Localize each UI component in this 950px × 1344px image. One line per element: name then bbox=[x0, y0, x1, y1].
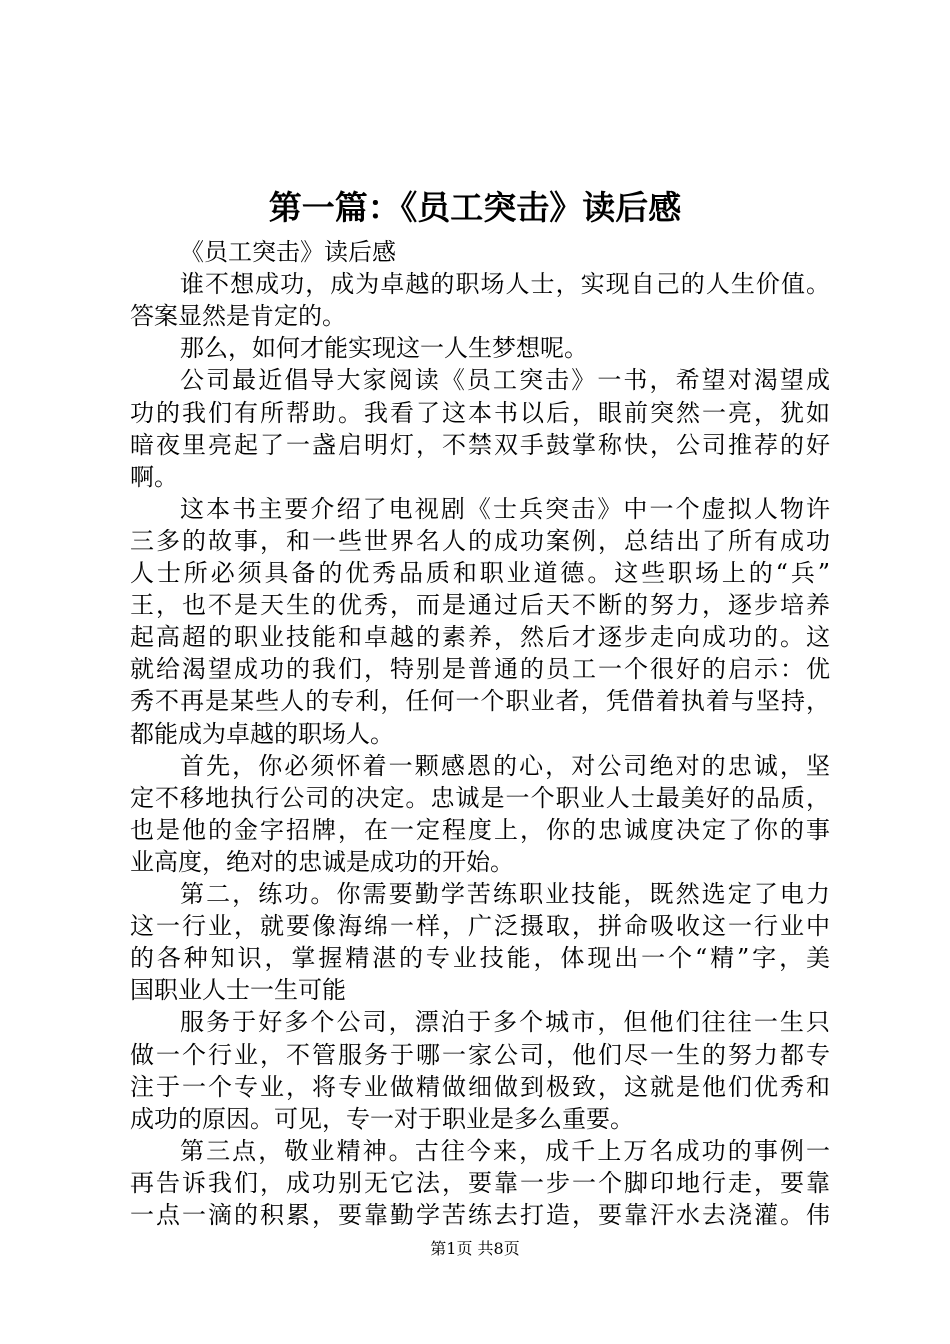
text-line: 这一行业，就要像海绵一样，广泛摄取，拼命吸收这一行业中 bbox=[130, 912, 830, 941]
text-line: 定不移地执行公司的决定。忠诚是一个职业人士最美好的品质， bbox=[130, 783, 830, 812]
text-line: 答案显然是肯定的。 bbox=[130, 302, 346, 331]
text-line: 成功的原因。可见，专一对于职业是多么重要。 bbox=[130, 1104, 634, 1133]
text-line: 《员工突击》读后感 bbox=[180, 238, 396, 266]
text-line: 的各种知识，掌握精湛的专业技能，体现出一个“精”字，美 bbox=[130, 944, 830, 973]
text-line: 一点一滴的积累，要靠勤学苦练去打造，要靠汗水去浇灌。伟 bbox=[130, 1201, 830, 1229]
text-line: 再告诉我们，成功别无它法，要靠一步一个脚印地行走，要靠 bbox=[130, 1168, 830, 1197]
text-line: 都能成为卓越的职场人。 bbox=[130, 719, 394, 748]
document-title: 第一篇：《员工突击》读后感 bbox=[268, 188, 682, 227]
text-line: 就给渴望成功的我们，特别是普通的员工一个很好的启示：优 bbox=[130, 655, 830, 684]
text-line: 那么，如何才能实现这一人生梦想呢。 bbox=[180, 334, 588, 363]
text-line: 功的我们有所帮助。我看了这本书以后，眼前突然一亮，犹如 bbox=[130, 398, 830, 427]
text-line: 三多的故事，和一些世界名人的成功案例，总结出了所有成功 bbox=[130, 526, 830, 555]
text-line: 服务于好多个公司，漂泊于多个城市，但他们往往一生只 bbox=[180, 1008, 830, 1037]
text-line: 啊。 bbox=[130, 462, 178, 491]
text-line: 国职业人士一生可能 bbox=[130, 976, 346, 1005]
text-line: 暗夜里亮起了一盏启明灯，不禁双手鼓掌称快，公司推荐的好 bbox=[130, 430, 830, 459]
text-line: 王，也不是天生的优秀，而是通过后天不断的努力，逐步培养 bbox=[130, 591, 830, 620]
text-line: 第三点，敬业精神。古往今来，成千上万名成功的事例一 bbox=[180, 1136, 830, 1165]
page-footer: 第1页 共8页 bbox=[430, 1239, 520, 1258]
text-line: 起高超的职业技能和卓越的素养，然后才逐步走向成功的。这 bbox=[130, 623, 830, 652]
text-line: 谁不想成功，成为卓越的职场人士，实现自己的人生价值。 bbox=[180, 270, 830, 299]
text-line: 这本书主要介绍了电视剧《士兵突击》中一个虚拟人物许 bbox=[180, 494, 830, 523]
text-line: 首先，你必须怀着一颗感恩的心，对公司绝对的忠诚，坚 bbox=[180, 751, 830, 780]
text-line: 第二，练功。你需要勤学苦练职业技能，既然选定了电力 bbox=[180, 880, 830, 908]
text-line: 秀不再是某些人的专利，任何一个职业者，凭借着执着与坚持， bbox=[130, 687, 830, 716]
text-line: 公司最近倡导大家阅读《员工突击》一书，希望对渴望成 bbox=[180, 366, 830, 395]
text-line: 人士所必须具备的优秀品质和职业道德。这些职场上的“兵” bbox=[130, 559, 830, 587]
text-line: 业高度，绝对的忠诚是成功的开始。 bbox=[130, 847, 514, 876]
text-line: 也是他的金字招牌，在一定程度上，你的忠诚度决定了你的事 bbox=[130, 815, 830, 844]
text-line: 做一个行业，不管服务于哪一家公司，他们尽一生的努力都专 bbox=[130, 1040, 830, 1069]
text-line: 注于一个专业，将专业做精做细做到极致，这就是他们优秀和 bbox=[130, 1072, 830, 1101]
